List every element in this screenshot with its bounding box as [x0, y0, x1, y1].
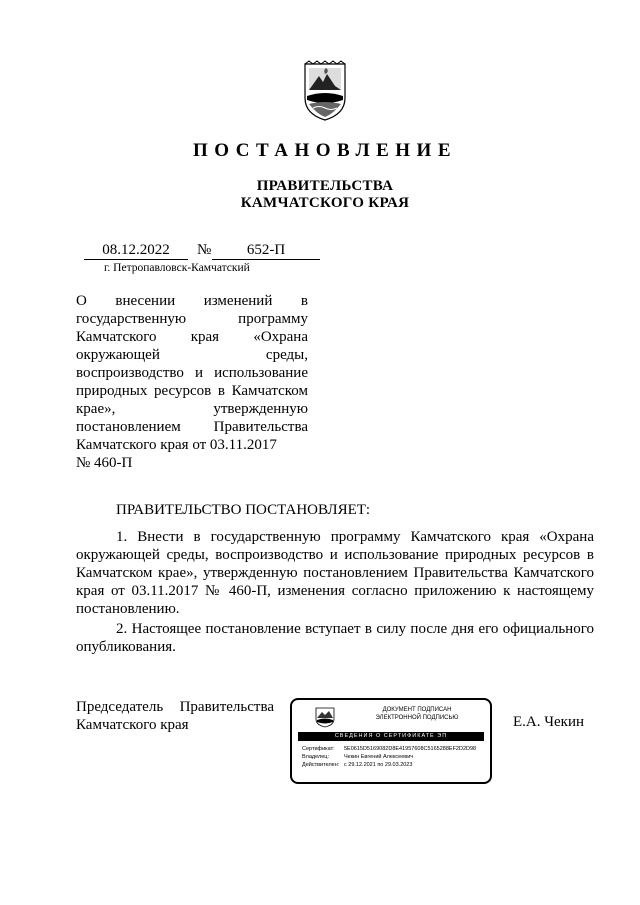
signatory-position-line1: [76, 698, 274, 716]
subject-line: постановлением Правительства: [76, 419, 308, 435]
subject-line: О внесении изменений в: [76, 293, 308, 309]
signatory-word2: Правительства: [179, 699, 274, 715]
stamp-cert-row: Сертификат: 5E0615D5169082D8E41957608C5165288EF2D2D98: [302, 746, 477, 752]
signatory-name: Е.А. Чекин: [513, 714, 584, 730]
subject-line: окружающей среды,: [76, 347, 308, 363]
document-number: 652-П: [212, 241, 320, 260]
paragraph-1: 1. Внести в государственную программу Камчатского края «Охрана окружающей среды, воспроизводство и использование природных ресурсов в Камчатском крае», утвержденную постановлением Правительства Камчатского края от 03.11.2017 № 460-П, изменения согласно приложению к настоящему постановлению.: [76, 529, 594, 617]
city-name: г. Петропавловск-Камчатский: [104, 262, 250, 274]
document-title: ПОСТАНОВЛЕНИЕ: [192, 140, 458, 161]
stamp-coat-of-arms-icon: [314, 706, 336, 728]
stamp-cert-bar: СВЕДЕНИЯ О СЕРТИФИКАТЕ ЭП: [298, 732, 484, 741]
signatory-word1: Председатель: [76, 699, 164, 715]
subject-line: природных ресурсов в Камчатском: [76, 383, 308, 399]
subject-line: Камчатского края «Охрана: [76, 329, 308, 345]
kamchatka-coat-of-arms-icon: [303, 60, 347, 122]
subject-line: крае», утвержденную: [76, 401, 308, 417]
subject-line: № 460-П: [76, 455, 133, 471]
stamp-valid-row: Действителен: с 29.12.2021 по 29.03.2023: [302, 762, 413, 768]
document-subject: [76, 292, 308, 472]
decree-heading: ПРАВИТЕЛЬСТВО ПОСТАНОВЛЯЕТ:: [116, 502, 371, 518]
org-name-line2: КАМЧАТСКОГО КРАЯ: [240, 195, 410, 211]
subject-line: воспроизводство и использование: [76, 365, 308, 381]
stamp-header-line1: ДОКУМЕНТ ПОДПИСАН: [382, 707, 452, 713]
document-date: 08.12.2022: [84, 241, 188, 260]
signatory-position-line2: Камчатского края: [76, 717, 189, 733]
org-name-line1: ПРАВИТЕЛЬСТВА: [256, 178, 394, 194]
number-sign: №: [197, 242, 212, 258]
stamp-owner-row: Владелец: Чекин Евгений Алексеевич: [302, 754, 414, 760]
subject-line: Камчатского края от 03.11.2017: [76, 437, 277, 453]
signatory-position: [76, 698, 274, 734]
paragraph-2: 2. Настоящее постановление вступает в силу после дня его официального опубликования.: [76, 621, 594, 655]
stamp-header-line2: ЭЛЕКТРОННОЙ ПОДПИСЬЮ: [375, 715, 459, 721]
electronic-signature-stamp: [290, 698, 492, 784]
subject-line: государственную программу: [76, 311, 308, 327]
